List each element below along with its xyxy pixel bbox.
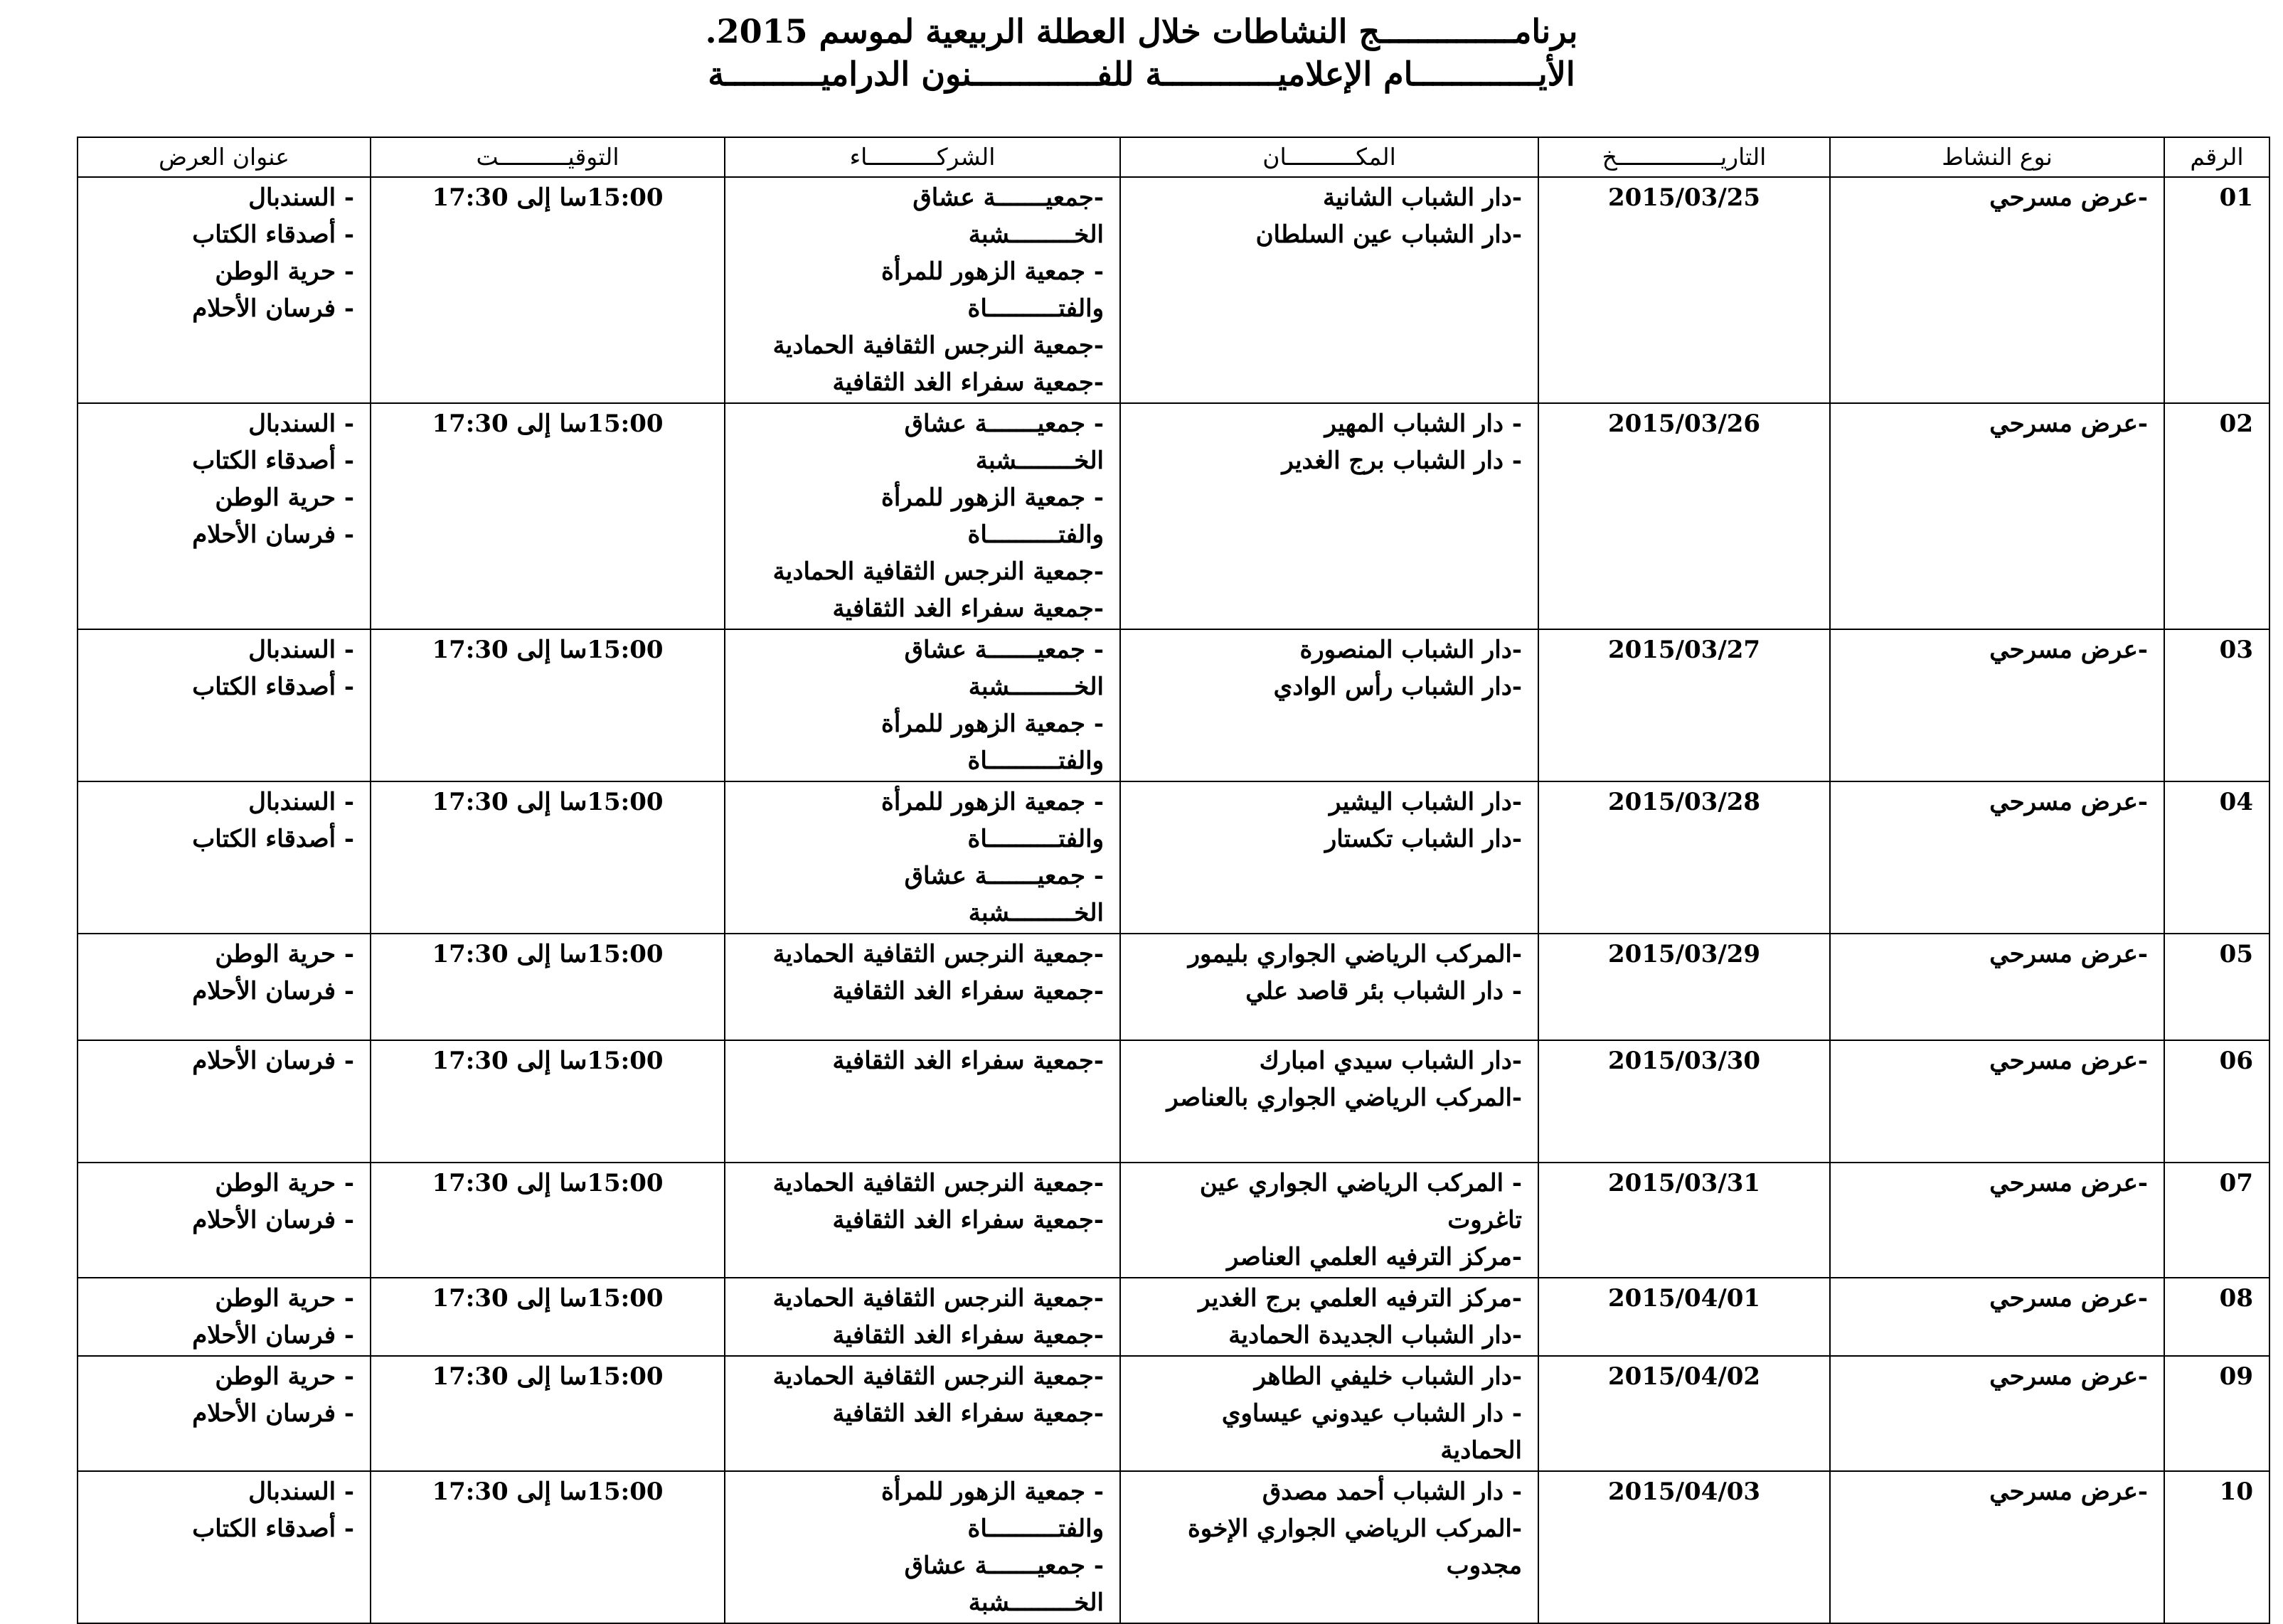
show-line: - حرية الوطن bbox=[215, 1284, 354, 1313]
row-place bbox=[1120, 629, 1538, 781]
schedule-table bbox=[77, 137, 2270, 1624]
table-row bbox=[78, 1040, 2269, 1163]
row-place bbox=[1120, 1471, 1538, 1623]
row-number: 08 bbox=[2164, 1278, 2269, 1356]
place-line: -دار الشباب المنصورة bbox=[1299, 636, 1522, 664]
show-line: - حرية الوطن bbox=[215, 940, 354, 968]
row-partners bbox=[725, 1471, 1120, 1623]
row-activity-type: -عرض مسرحي bbox=[1830, 1040, 2164, 1163]
partner-line: والفتــــــــــاة bbox=[967, 1515, 1104, 1543]
show-line: - حرية الوطن bbox=[215, 1169, 354, 1197]
row-place bbox=[1120, 177, 1538, 403]
header-activity-type: نوع النشاط bbox=[1830, 137, 2164, 177]
partner-line: -جمعية النرجس الثقافية الحمادية bbox=[772, 1362, 1104, 1391]
partner-line: -جمعية سفراء الغد الثقافية bbox=[832, 594, 1104, 623]
partner-line: -جمعية سفراء الغد الثقافية bbox=[832, 1321, 1104, 1350]
header-date: التاريـــــــــــــــخ bbox=[1538, 137, 1830, 177]
row-shows bbox=[78, 177, 371, 403]
partner-line: الخــــــــشبة bbox=[975, 447, 1104, 475]
partner-line: -جمعية سفراء الغد الثقافية bbox=[832, 1047, 1104, 1075]
table-row bbox=[78, 1278, 2269, 1356]
row-partners bbox=[725, 403, 1120, 629]
place-line: -مركز الترفيه العلمي برج الغدير bbox=[1198, 1284, 1522, 1313]
row-shows bbox=[78, 934, 371, 1040]
row-number: 02 bbox=[2164, 403, 2269, 629]
row-activity-type: -عرض مسرحي bbox=[1830, 629, 2164, 781]
show-line: - السندبال bbox=[248, 636, 354, 664]
header-place: المكــــــــــان bbox=[1120, 137, 1538, 177]
header-number: الرقم bbox=[2164, 137, 2269, 177]
row-place bbox=[1120, 1040, 1538, 1163]
place-line: - دار الشباب عيدوني عيساوي bbox=[1221, 1399, 1522, 1428]
show-line: - أصدقاء الكتاب bbox=[192, 1515, 354, 1543]
show-line: - حرية الوطن bbox=[215, 257, 354, 286]
row-timing: 15:00سا إلى 17:30 bbox=[371, 1356, 725, 1471]
row-partners bbox=[725, 177, 1120, 403]
header-partners: الشركــــــــــاء bbox=[725, 137, 1120, 177]
table-body bbox=[78, 177, 2269, 1623]
table-row bbox=[78, 934, 2269, 1040]
row-partners bbox=[725, 1040, 1120, 1163]
row-timing: 15:00سا إلى 17:30 bbox=[371, 1471, 725, 1623]
row-number: 09 bbox=[2164, 1356, 2269, 1471]
show-line: - أصدقاء الكتاب bbox=[192, 220, 354, 249]
row-partners bbox=[725, 934, 1120, 1040]
place-line: -دار الشباب خليفي الطاهر bbox=[1254, 1362, 1522, 1391]
partner-line: والفتــــــــــاة bbox=[967, 520, 1104, 549]
partner-line: والفتــــــــــاة bbox=[967, 825, 1104, 853]
row-activity-type: -عرض مسرحي bbox=[1830, 177, 2164, 403]
place-line: - دار الشباب برج الغدير bbox=[1282, 447, 1522, 475]
table-row bbox=[78, 781, 2269, 934]
partner-line: الخـــــــــشبة bbox=[968, 220, 1104, 249]
partner-line: - جمعيـــــــة عشاق bbox=[904, 862, 1104, 890]
row-timing: 15:00سا إلى 17:30 bbox=[371, 177, 725, 403]
show-line: - السندبال bbox=[248, 410, 354, 438]
row-activity-type: -عرض مسرحي bbox=[1830, 1471, 2164, 1623]
row-shows bbox=[78, 629, 371, 781]
partner-line: والفتــــــــــاة bbox=[967, 747, 1104, 775]
row-shows bbox=[78, 781, 371, 934]
row-number: 03 bbox=[2164, 629, 2269, 781]
row-number: 01 bbox=[2164, 177, 2269, 403]
header-show-title: عنوان العرض bbox=[78, 137, 371, 177]
partner-line: - جمعية الزهور للمرأة bbox=[881, 484, 1104, 512]
row-shows bbox=[78, 403, 371, 629]
table-row bbox=[78, 1163, 2269, 1278]
partner-line: - جمعية الزهور للمرأة bbox=[881, 710, 1104, 738]
place-line: -دار الشباب اليشير bbox=[1329, 788, 1522, 816]
row-date: 2015/04/01 bbox=[1538, 1278, 1830, 1356]
show-line: - فرسان الأحلام bbox=[192, 977, 354, 1005]
partner-line: -جمعية سفراء الغد الثقافية bbox=[832, 977, 1104, 1005]
place-line: الحمادية bbox=[1440, 1436, 1522, 1465]
row-activity-type: -عرض مسرحي bbox=[1830, 403, 2164, 629]
row-shows bbox=[78, 1471, 371, 1623]
row-number: 05 bbox=[2164, 934, 2269, 1040]
partner-line: - جمعية الزهور للمرأة bbox=[881, 788, 1104, 816]
place-line: -المركب الرياضي الجواري بليمور bbox=[1188, 940, 1522, 968]
row-timing: 15:00سا إلى 17:30 bbox=[371, 1163, 725, 1278]
row-date: 2015/03/30 bbox=[1538, 1040, 1830, 1163]
place-line: -دار الشباب الجديدة الحمادية bbox=[1228, 1321, 1522, 1350]
show-line: - فرسان الأحلام bbox=[192, 1206, 354, 1234]
show-line: - أصدقاء الكتاب bbox=[192, 673, 354, 701]
document-subtitle: الأيـــــــــــــام الإعلاميــــــــــــة للفـــــــــــــنون الدراميــــــــــة bbox=[708, 55, 1575, 93]
row-place bbox=[1120, 1356, 1538, 1471]
row-timing: 15:00سا إلى 17:30 bbox=[371, 781, 725, 934]
place-line: - المركب الرياضي الجواري عين bbox=[1199, 1169, 1522, 1197]
partner-line: الخـــــــــشبة bbox=[968, 1588, 1104, 1617]
row-timing: 15:00سا إلى 17:30 bbox=[371, 403, 725, 629]
row-place bbox=[1120, 934, 1538, 1040]
show-line: - حرية الوطن bbox=[215, 484, 354, 512]
row-date: 2015/03/25 bbox=[1538, 177, 1830, 403]
partner-line: -جمعية النرجس الثقافية الحمادية bbox=[772, 940, 1104, 968]
row-partners bbox=[725, 1278, 1120, 1356]
row-shows bbox=[78, 1356, 371, 1471]
partner-line: -جمعية سفراء الغد الثقافية bbox=[832, 1399, 1104, 1428]
row-date: 2015/03/26 bbox=[1538, 403, 1830, 629]
partner-line: - جمعيـــــــة عشاق bbox=[904, 410, 1104, 438]
show-line: - فرسان الأحلام bbox=[192, 520, 354, 549]
partner-line: الخـــــــــشبة bbox=[968, 673, 1104, 701]
row-number: 04 bbox=[2164, 781, 2269, 934]
show-line: - السندبال bbox=[248, 788, 354, 816]
show-line: - السندبال bbox=[248, 183, 354, 212]
place-line: - دار الشباب بئر قاصد علي bbox=[1245, 977, 1522, 1005]
show-line: - فرسان الأحلام bbox=[192, 1321, 354, 1350]
row-date: 2015/03/27 bbox=[1538, 629, 1830, 781]
show-line: - السندبال bbox=[248, 1478, 354, 1506]
row-place bbox=[1120, 781, 1538, 934]
row-timing: 15:00سا إلى 17:30 bbox=[371, 1278, 725, 1356]
row-timing: 15:00سا إلى 17:30 bbox=[371, 629, 725, 781]
partner-line: -جمعية سفراء الغد الثقافية bbox=[832, 1206, 1104, 1234]
place-line: -المركب الرياضي الجواري بالعناصر bbox=[1166, 1084, 1522, 1112]
partner-line: -جمعية النرجس الثقافية الحمادية bbox=[772, 557, 1104, 586]
partner-line: -جمعية النرجس الثقافية الحمادية bbox=[772, 1284, 1104, 1313]
place-line: -دار الشباب تكستار bbox=[1324, 825, 1522, 853]
row-partners bbox=[725, 781, 1120, 934]
row-activity-type: -عرض مسرحي bbox=[1830, 934, 2164, 1040]
partner-line: - جمعية الزهور للمرأة bbox=[881, 1478, 1104, 1506]
row-partners bbox=[725, 1356, 1120, 1471]
place-line: -دار الشباب سيدي امبارك bbox=[1259, 1047, 1522, 1075]
row-shows bbox=[78, 1278, 371, 1356]
place-line: - دار الشباب أحمد مصدق bbox=[1262, 1478, 1522, 1506]
row-number: 06 bbox=[2164, 1040, 2269, 1163]
row-date: 2015/04/02 bbox=[1538, 1356, 1830, 1471]
partner-line: والفتــــــــــاة bbox=[967, 294, 1104, 323]
row-activity-type: -عرض مسرحي bbox=[1830, 1278, 2164, 1356]
table-header-row bbox=[78, 137, 2269, 177]
partner-line: -جمعية النرجس الثقافية الحمادية bbox=[772, 1169, 1104, 1197]
row-activity-type: -عرض مسرحي bbox=[1830, 781, 2164, 934]
show-line: - فرسان الأحلام bbox=[192, 1399, 354, 1428]
header-timing: التوقيــــــــــت bbox=[371, 137, 725, 177]
row-number: 10 bbox=[2164, 1471, 2269, 1623]
table-row bbox=[78, 629, 2269, 781]
row-timing: 15:00سا إلى 17:30 bbox=[371, 1040, 725, 1163]
row-date: 2015/03/28 bbox=[1538, 781, 1830, 934]
table-row bbox=[78, 1356, 2269, 1471]
document-header bbox=[0, 10, 2283, 95]
row-activity-type: -عرض مسرحي bbox=[1830, 1163, 2164, 1278]
row-place bbox=[1120, 403, 1538, 629]
row-place bbox=[1120, 1278, 1538, 1356]
row-place bbox=[1120, 1163, 1538, 1278]
place-line: -دار الشباب رأس الوادي bbox=[1273, 673, 1522, 701]
row-shows bbox=[78, 1163, 371, 1278]
row-partners bbox=[725, 1163, 1120, 1278]
place-line: -المركب الرياضي الجواري الإخوة bbox=[1187, 1515, 1522, 1543]
place-line: مجدوب bbox=[1446, 1551, 1522, 1580]
partner-line: -جمعية النرجس الثقافية الحمادية bbox=[772, 331, 1104, 360]
table-row bbox=[78, 177, 2269, 403]
row-timing: 15:00سا إلى 17:30 bbox=[371, 934, 725, 1040]
show-line: - فرسان الأحلام bbox=[192, 1047, 354, 1075]
row-shows bbox=[78, 1040, 371, 1163]
table-row bbox=[78, 403, 2269, 629]
place-line: - دار الشباب المهير bbox=[1324, 410, 1522, 438]
show-line: - فرسان الأحلام bbox=[192, 294, 354, 323]
row-partners bbox=[725, 629, 1120, 781]
show-line: - أصدقاء الكتاب bbox=[192, 825, 354, 853]
row-number: 07 bbox=[2164, 1163, 2269, 1278]
row-date: 2015/03/31 bbox=[1538, 1163, 1830, 1278]
place-line: تاغروت bbox=[1447, 1206, 1522, 1234]
partner-line: - جمعيـــــــة عشاق bbox=[904, 636, 1104, 664]
place-line: -دار الشباب الشانية bbox=[1322, 183, 1522, 212]
partner-line: - جمعية الزهور للمرأة bbox=[881, 257, 1104, 286]
row-date: 2015/03/29 bbox=[1538, 934, 1830, 1040]
partner-line: -جمعية سفراء الغد الثقافية bbox=[832, 368, 1104, 397]
row-activity-type: -عرض مسرحي bbox=[1830, 1356, 2164, 1471]
show-line: - حرية الوطن bbox=[215, 1362, 354, 1391]
partner-line: - جمعيـــــــة عشاق bbox=[904, 1551, 1104, 1580]
document-title: برنامــــــــــــــج النشاطات خلال العطلة الربيعية لموسم 2015. bbox=[705, 12, 1578, 50]
row-date: 2015/04/03 bbox=[1538, 1471, 1830, 1623]
partner-line: -جمعيـــــــة عشاق bbox=[912, 183, 1104, 212]
partner-line: الخـــــــــشبة bbox=[968, 899, 1104, 927]
place-line: -مركز الترفيه العلمي العناصر bbox=[1226, 1243, 1522, 1271]
show-line: - أصدقاء الكتاب bbox=[192, 447, 354, 475]
place-line: -دار الشباب عين السلطان bbox=[1255, 220, 1522, 249]
table-row bbox=[78, 1471, 2269, 1623]
